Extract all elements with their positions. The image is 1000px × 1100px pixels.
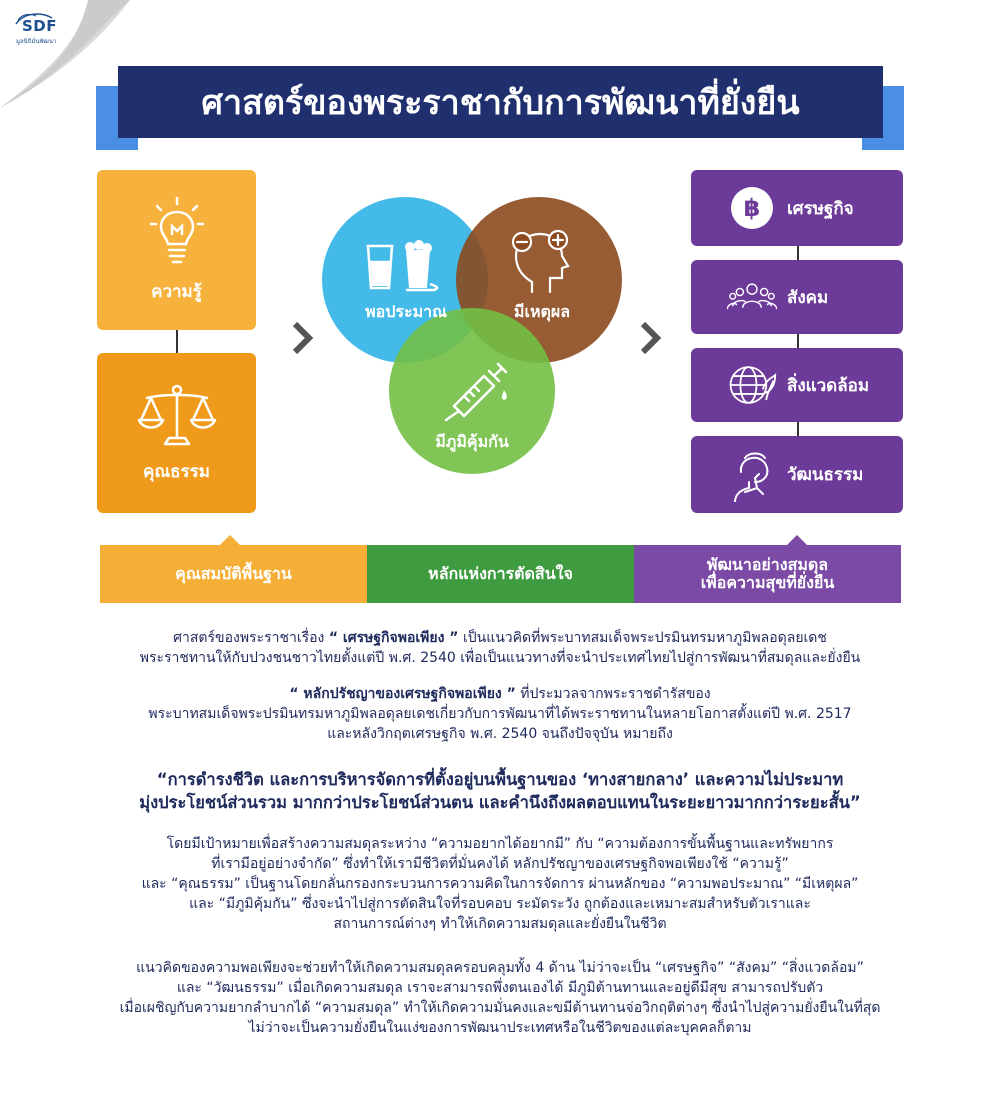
text-line: แนวคิดของความพอเพียงจะช่วยทำให้เกิดความสมดุลครอบคลุมทั้ง 4 ด้าน ไม่ว่าจะเป็น “เศรษฐกิจ” “สังคม” “สิ่งแวดล้อม” [136, 960, 864, 976]
text-line: โดยมีเป้าหมายเพื่อสร้างความสมดุลระหว่าง “ความอยากได้อยากมี” กับ “ความต้องการขั้นพื้นฐานและทรัพยากร [166, 836, 834, 852]
text-line: เมื่อเผชิญกับความยากลำบากได้ “ความสมดุล” ทำให้เกิดความมั่นคงและขมีต้านทานจ่อวิกฤติต่างๆ ซึ่งนำไปสู่ความยั่งยืนในที่สุด [119, 1000, 881, 1016]
quote-line: “การดำรงชีวิต และการบริหารจัดการที่ตั้งอยู่บนพื้นฐานของ ‘ทางสายกลาง’ และความไม่ประมาท [156, 770, 844, 789]
text-line: พระราชทานให้กับปวงชนชาวไทยตั้งแต่ปี พ.ศ. 2540 เพื่อเป็นแนวทางที่จะนำประเทศไทยไปสู่การพัฒนาที่สมดุลและยั่งยืน [139, 650, 861, 666]
economy-label: เศรษฐกิจ [787, 198, 854, 219]
band-label-line1: พัฒนาอย่างสมดุล [706, 555, 829, 574]
globe-leaf-icon [727, 360, 777, 410]
society-box [691, 260, 903, 334]
logo-subtitle: มูลนิธิมั่นพัฒนา [16, 38, 57, 45]
definition-quote [40, 768, 960, 814]
environment-box [691, 348, 903, 422]
page-title: ศาสตร์ของพระราชากับการพัฒนาที่ยั่งยืน [201, 83, 800, 123]
bold-term: “ เศรษฐกิจพอเพียง ” [328, 630, 459, 646]
band-label: คุณสมบัติพื้นฐาน [175, 564, 292, 583]
glasses-icon [362, 240, 442, 292]
quote-line: มุ่งประโยชน์ส่วนรวม มากกว่าประโยชน์ส่วนตน และคำนึงถึงผลตอบแทนในระยะยาวมากกว่าระยะสั้น” [139, 793, 861, 812]
title-banner [118, 66, 883, 138]
text-line: ที่เรามีอยู่อย่างจำกัด” ซึ่งทำให้เรามีชีวิตที่มั่นคงได้ หลักปรัชญาของเศรษฐกิจพอเพียงใช้ “ความรู้” [211, 856, 789, 872]
morality-label: คุณธรรม [143, 461, 210, 482]
band-label: หลักแห่งการตัดสินใจ [428, 564, 573, 583]
logo-brand: SDF [22, 17, 58, 35]
band-basic-qualities [100, 545, 367, 603]
venn-label-reasonableness: มีเหตุผล [513, 302, 571, 321]
bold-term: “ หลักปรัชญาของเศรษฐกิจพอเพียง ” [289, 686, 516, 702]
text-span: ศาสตร์ของพระราชาเรื่อง [173, 630, 325, 646]
text-span: ที่ประมวลจากพระราชดำรัสของ [520, 686, 711, 702]
text-line: และ “มีภูมิคุ้มกัน” ซึ่งจะนำไปสู่การตัดสินใจที่รอบคอบ ระมัดระวัง ถูกต้องและเหมาะสมสำหรับตัวเราและ [189, 896, 811, 912]
morality-box [97, 353, 256, 513]
lightbulb-icon [147, 196, 207, 268]
text-span: เป็นแนวคิดที่พระบาทสมเด็จพระปรมินทรมหาภูมิพลอดุลยเดช [462, 630, 827, 646]
text-line: สถานการณ์ต่างๆ ทำให้เกิดความสมดุลและยั่งยืนในชีวิต [333, 916, 667, 932]
band-label-line2: เพื่อความสุขที่ยั่งยืน [700, 573, 835, 592]
text-line: และ “วัฒนธรรม” เมื่อเกิดความสมดุล เราจะสามารถพึ่งตนเองได้ มีภูมิต้านทานและอยู่ดีมีสุข สามารถปรับตัว [176, 980, 824, 996]
text-line: และหลังวิกฤตเศรษฐกิจ พ.ศ. 2540 จนถึงปัจจุบัน หมายถึง [327, 726, 673, 742]
economy-box [691, 170, 903, 246]
svg-text:฿: ฿ [743, 194, 761, 222]
society-label: สังคม [787, 287, 829, 308]
band-notch-left [220, 535, 240, 545]
culture-box [691, 436, 903, 513]
person-culture-icon [727, 448, 777, 502]
band-notch-right [787, 535, 807, 545]
baht-coin-icon [729, 185, 775, 231]
chevron-right-icon [290, 320, 314, 356]
people-group-icon [727, 274, 777, 320]
text-line: ไม่ว่าจะเป็นความยั่งยืนในแง่ของการพัฒนาประเทศหรือในชีวิตของแต่ละบุคคลก็ตาม [248, 1020, 752, 1036]
venn-label-moderation: พอประมาณ [365, 302, 447, 321]
venn-label-immunity: มีภูมิคุ้มกัน [435, 432, 509, 451]
head-plus-minus-icon [504, 228, 576, 294]
chevron-right-icon [638, 320, 662, 356]
band-balanced-development [634, 545, 901, 603]
knowledge-label: ความรู้ [151, 281, 202, 302]
knowledge-box [97, 170, 256, 330]
philosophy-paragraph [40, 684, 960, 744]
left-connector [176, 330, 178, 353]
goal-paragraph [40, 834, 960, 934]
scales-icon [137, 382, 217, 448]
right-connector [797, 422, 799, 436]
right-connector [797, 334, 799, 348]
band-decision-principles [367, 545, 634, 603]
balance-paragraph [40, 958, 960, 1038]
text-line: และ “คุณธรรม” เป็นฐานโดยกลั่นกรองกระบวนการความคิดในการจัดการ ผ่านหลักของ “ความพอประมาณ” “มีเหตุผล” [141, 876, 859, 892]
environment-label: สิ่งแวดล้อม [787, 375, 870, 396]
right-connector [797, 246, 799, 260]
culture-label: วัฒนธรรม [787, 465, 864, 485]
text-line: พระบาทสมเด็จพระปรมินทรมหาภูมิพลอดุลยเดชเกี่ยวกับการพัฒนาที่ได้พระราชทานในหลายโอกาสตั้งแต่ปี พ.ศ. 2517 [148, 706, 852, 722]
intro-paragraph [40, 628, 960, 668]
syringe-icon [440, 362, 510, 422]
